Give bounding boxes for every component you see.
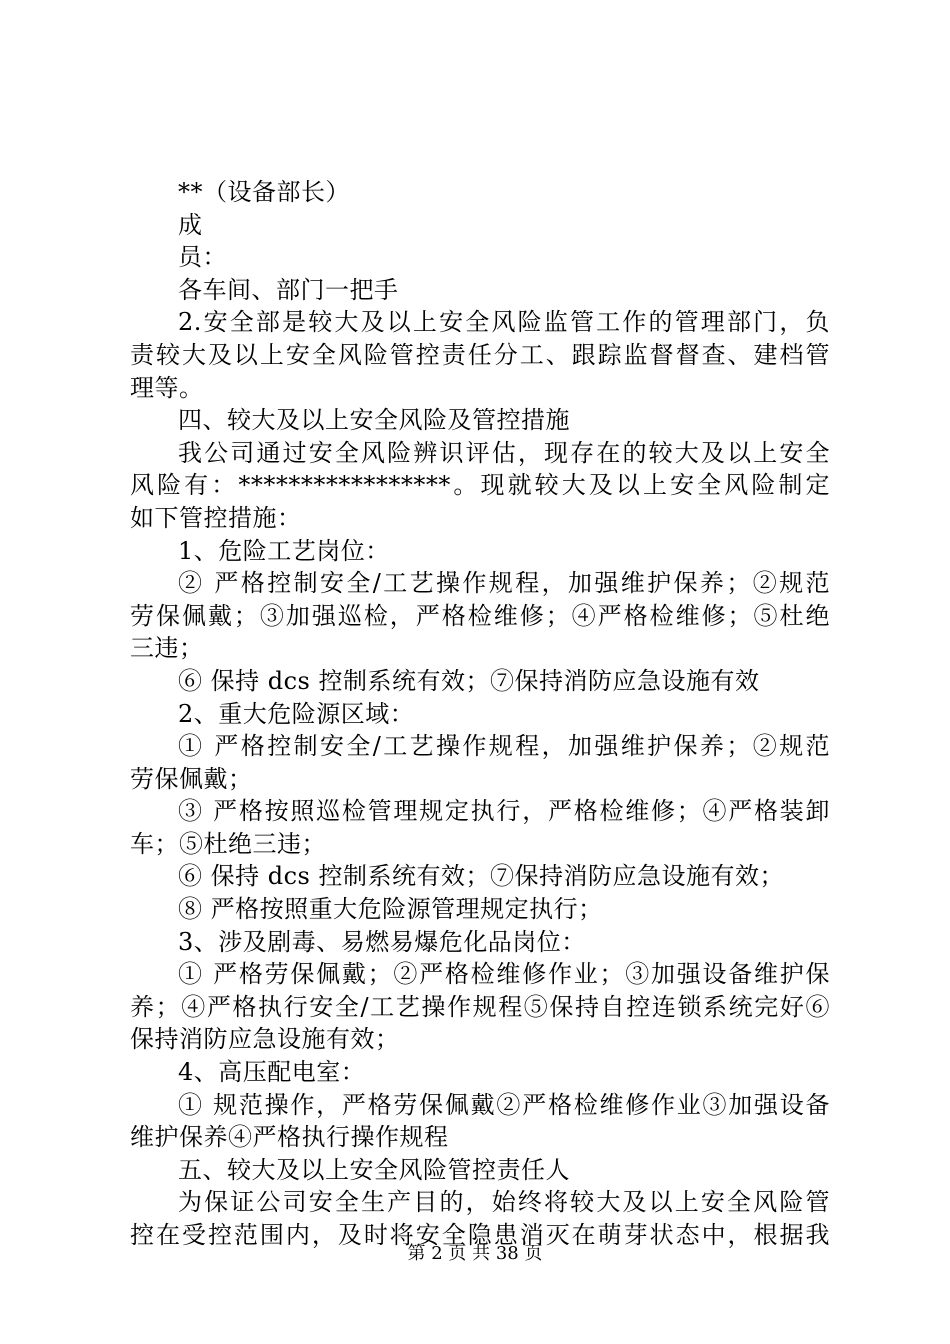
document-body (130, 176, 830, 1252)
text-line: ⑥ 保持 dcs 控制系统有效；⑦保持消防应急设施有效 (178, 666, 760, 695)
text-line: 员： (178, 243, 227, 272)
subsection-heading: 2、重大危险源区域： (178, 699, 415, 728)
section-heading: 四、较大及以上安全风险及管控措施 (178, 406, 570, 435)
text-line: 养；④严格执行安全/工艺操作规程⑤保持自控连锁系统完好⑥ (130, 992, 830, 1021)
text-line: ② 严格控制安全/工艺操作规程，加强维护保养；②规范 (178, 569, 830, 598)
text-line: 劳保佩戴；③加强巡检，严格检维修；④严格检维修；⑤杜绝 (130, 601, 830, 630)
text-line: 成 (178, 210, 203, 239)
subsection-heading: 4、高压配电室： (178, 1058, 366, 1087)
text-line: ① 严格劳保佩戴；②严格检维修作业；③加强设备维护保 (178, 960, 830, 989)
text-line: 风险有：*****************。现就较大及以上安全风险制定 (130, 471, 830, 500)
text-line: ③ 严格按照巡检管理规定执行，严格检维修；④严格装卸 (178, 797, 830, 826)
text-line: 责较大及以上安全风险管控责任分工、跟踪监督督查、建档管 (130, 340, 830, 369)
text-line: 维护保养④严格执行操作规程 (130, 1123, 449, 1152)
text-line: ⑧ 严格按照重大危险源管理规定执行； (178, 895, 603, 924)
page-number-footer: 第 2 页 共 38 页 (407, 1243, 543, 1264)
text-line: 各车间、部门一把手 (178, 275, 399, 304)
text-line: 我公司通过安全风险辨识评估，现存在的较大及以上安全 (178, 438, 830, 467)
text-line: 为保证公司安全生产目的，始终将较大及以上安全风险管 (178, 1188, 830, 1217)
text-line: 2.安全部是较大及以上安全风险监管工作的管理部门，负 (178, 308, 830, 337)
text-line: 控在受控范围内，及时将安全隐患消灭在萌芽状态中，根据我 (130, 1221, 830, 1249)
text-line: ⑥ 保持 dcs 控制系统有效；⑦保持消防应急设施有效； (178, 862, 785, 891)
section-heading: 五、较大及以上安全风险管控责任人 (178, 1155, 570, 1184)
text-line: 保持消防应急设施有效； (130, 1025, 400, 1054)
text-line: **（设备部长） (178, 178, 350, 206)
text-line: 理等。 (130, 373, 204, 402)
text-line: 劳保佩戴； (130, 764, 253, 793)
text-line: 三违； (130, 634, 204, 663)
subsection-heading: 3、涉及剧毒、易燃易爆危化品岗位： (178, 927, 586, 956)
text-line: 如下管控措施： (130, 503, 302, 532)
subsection-heading: 1、危险工艺岗位： (178, 536, 390, 565)
text-line: 车；⑤杜绝三违； (130, 829, 326, 858)
text-line: ① 严格控制安全/工艺操作规程，加强维护保养；②规范 (178, 732, 830, 761)
text-line: ① 规范操作，严格劳保佩戴②严格检维修作业③加强设备 (178, 1090, 830, 1119)
